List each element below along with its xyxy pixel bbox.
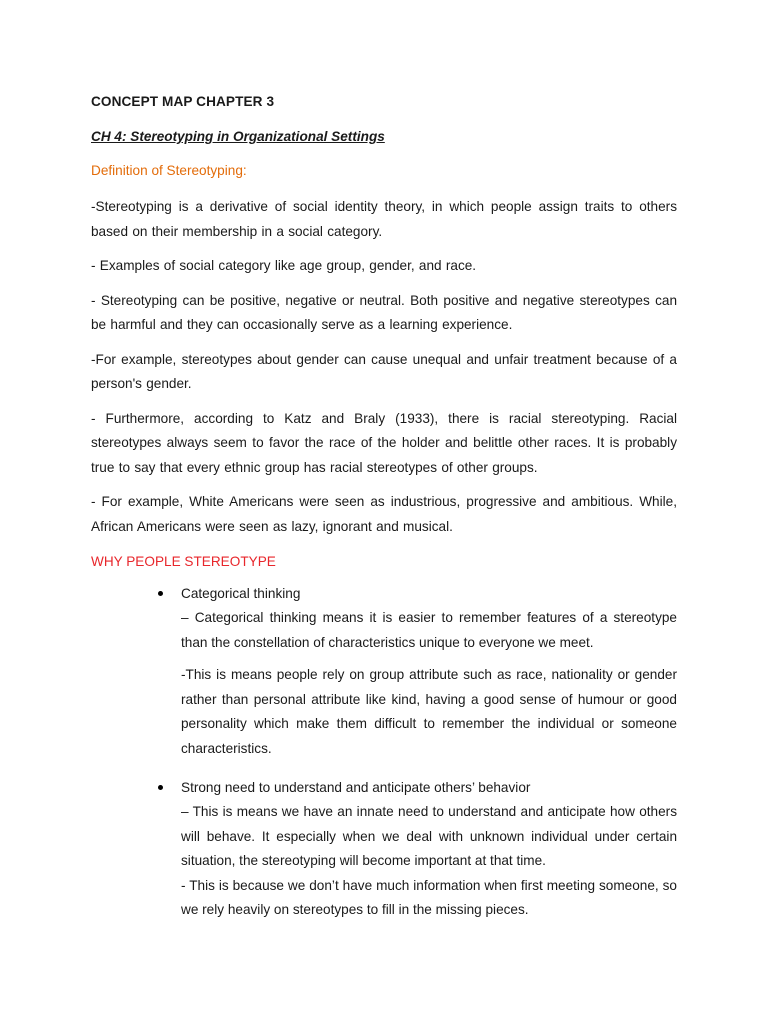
bullet-need-to-understand [181, 779, 677, 923]
bullet-detail: – Categorical thinking means it is easier to remember features of a stereotype than the constellation of characteristics unique to everyone we meet. [181, 610, 677, 650]
chapter-heading: CH 4: Stereotyping in Organizational Settings [91, 129, 385, 144]
bullet-detail: – This is means we have an innate need to understand and anticipate how others will behave. It especially when we deal with unknown individual under certain situation, the stereotyping will become important at that time. [181, 804, 677, 868]
paragraph-gender-example: -For example, stereotypes about gender can cause unequal and unfair treatment because of a person's gender. [91, 351, 677, 391]
bullet-title: Categorical thinking [181, 586, 301, 601]
bullet-title: Strong need to understand and anticipate others’ behavior [181, 780, 531, 795]
paragraph-examples-category: - Examples of social category like age group, gender, and race. [91, 258, 477, 273]
definition-heading: Definition of Stereotyping: [91, 163, 247, 178]
bullet-detail: - This is because we don’t have much information when first meeting someone, so we rely heavily on stereotypes to fill in the missing pieces. [181, 877, 677, 917]
paragraph-racial-example: - For example, White Americans were seen as industrious, progressive and ambitious. While, African Americans were seen as lazy, ignorant and musical. [91, 494, 677, 534]
bullet-dot-icon [158, 785, 163, 790]
paragraph-racial-stereotyping: - Furthermore, according to Katz and Braly (1933), there is racial stereotyping. Racial stereotypes always seem to favor the race of the holder and belittle other races. It is probably true to say that every ethnic group has racial stereotypes of other groups. [91, 410, 677, 475]
bullet-dot-icon [158, 591, 163, 596]
bullet-categorical-thinking [181, 585, 677, 761]
document-content [91, 93, 677, 923]
why-heading: WHY PEOPLE STEREOTYPE [91, 554, 276, 569]
paragraph-positive-negative: - Stereotyping can be positive, negative or neutral. Both positive and negative stereotypes can be harmful and they can occasionally serve as a learning experience. [91, 292, 677, 332]
bullet-detail: -This is means people rely on group attribute such as race, nationality or gender rather than personal attribute like kind, having a good sense of humour or good personality which make them difficult to remember the individual or someone characteristics. [181, 667, 677, 756]
document-title: CONCEPT MAP CHAPTER 3 [91, 94, 275, 109]
paragraph-definition: -Stereotyping is a derivative of social identity theory, in which people assign traits to others based on their membership in a social category. [91, 199, 677, 239]
